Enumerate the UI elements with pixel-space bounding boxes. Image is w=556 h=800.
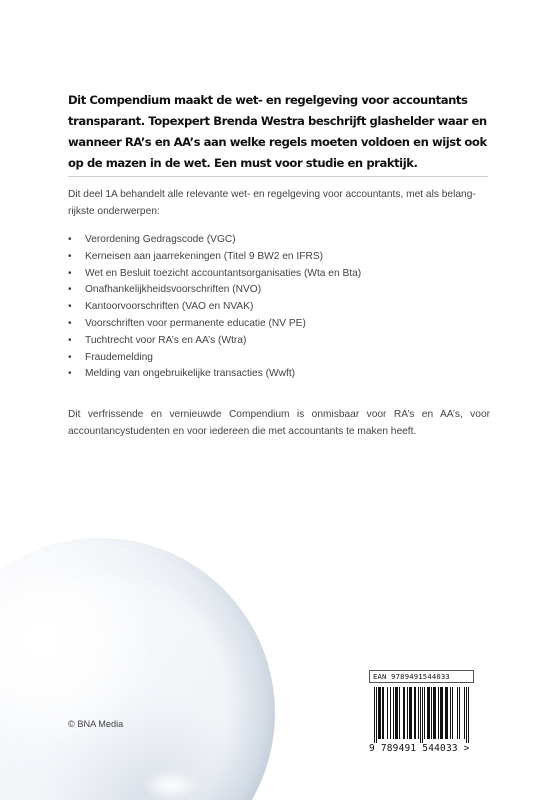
barcode-bar xyxy=(420,687,421,743)
barcode-bar xyxy=(428,687,429,739)
bullet-icon: • xyxy=(68,351,72,363)
barcode-bars-icon xyxy=(373,687,471,743)
barcode-bar xyxy=(409,687,410,739)
bullet-icon: • xyxy=(68,284,72,296)
bullet-icon: • xyxy=(68,267,72,279)
intro-paragraph: Dit Compendium maakt de wet- en regelgeving voor accountants transparant. Topexpert Brenda Westra beschrijft glashelder waar en wanneer RA’s en AA’s aan welke regels moeten voldoen en wijst ook op de mazen in de wet. Een must voor studie en praktijk. xyxy=(68,93,487,170)
ean-label: EAN 9789491544033 xyxy=(369,670,474,683)
barcode-bar xyxy=(403,687,404,739)
list-item-text: Kerneisen aan jaarrekeningen (Titel 9 BW2 en IFRS) xyxy=(85,250,324,262)
list-item xyxy=(68,316,488,333)
bullet-icon: • xyxy=(68,301,72,313)
barcode-bar xyxy=(376,687,377,743)
barcode-bar xyxy=(374,687,375,743)
glass-sphere-image xyxy=(0,538,275,800)
barcode-bar xyxy=(447,687,448,739)
barcode-bar xyxy=(380,687,381,739)
list-item-text: Onafhankelijkheidsvoorschriften (NVO) xyxy=(85,284,262,296)
list-item xyxy=(68,232,488,249)
list-item xyxy=(68,249,488,266)
barcode-bar xyxy=(404,687,405,739)
barcode-bar xyxy=(457,687,458,739)
barcode-bar xyxy=(378,687,379,739)
barcode-bar xyxy=(442,687,443,739)
barcode-bar xyxy=(446,687,447,739)
barcode-bar xyxy=(418,687,419,739)
list-item-text: Voorschriften voor permanente educatie (NV PE) xyxy=(85,317,306,329)
barcode xyxy=(369,670,474,755)
barcode-bar xyxy=(393,687,394,739)
barcode-bar xyxy=(379,687,380,739)
barcode-bar xyxy=(434,687,435,739)
barcode-bar xyxy=(397,687,398,739)
barcode-bar xyxy=(396,687,397,739)
list-item xyxy=(68,350,488,367)
barcode-bar xyxy=(441,687,442,739)
barcode-bar xyxy=(440,687,441,739)
barcode-bar xyxy=(422,687,423,743)
barcode-bar xyxy=(435,687,436,739)
divider-rule xyxy=(68,176,488,177)
bullet-icon: • xyxy=(68,250,72,262)
barcode-bar xyxy=(387,687,388,739)
bullet-icon: • xyxy=(68,334,72,346)
publisher-copyright: © BNA Media xyxy=(68,719,124,729)
barcode-bar xyxy=(438,687,439,739)
barcode-bar xyxy=(395,687,396,739)
list-item-text: Wet en Besluit toezicht accountantsorganisaties (Wta en Bta) xyxy=(85,267,362,279)
closing-paragraph: Dit verfrissende en vernieuwde Compendium is onmisbaar voor RA’s en AA’s, voor accountancystudenten en voor iedereen die met accountants te maken heeft. xyxy=(68,409,490,437)
list-item-text: Kantoorvoorschriften (VAO en NVAK) xyxy=(85,301,254,313)
barcode-bar xyxy=(452,687,453,739)
barcode-bar xyxy=(466,687,467,743)
barcode-bar xyxy=(468,687,469,743)
barcode-bar xyxy=(410,687,411,739)
barcode-bar xyxy=(464,687,465,739)
list-item xyxy=(68,282,488,299)
list-item xyxy=(68,266,488,283)
barcode-bar xyxy=(414,687,415,739)
barcode-bar xyxy=(427,687,428,739)
barcode-bar xyxy=(450,687,451,739)
barcode-bar xyxy=(390,687,391,739)
bullet-icon: • xyxy=(68,234,72,245)
list-item xyxy=(68,299,488,316)
barcode-bar xyxy=(445,687,446,739)
barcode-bar xyxy=(399,687,400,739)
list-item xyxy=(68,366,488,383)
barcode-bar xyxy=(415,687,416,739)
barcode-bar xyxy=(431,687,432,739)
list-item-text: Tuchtrecht voor RA’s en AA’s (Wtra) xyxy=(85,334,247,346)
list-item-text: Fraudemelding xyxy=(85,351,153,363)
barcode-bar xyxy=(382,687,383,739)
list-item xyxy=(68,333,488,350)
bullet-icon: • xyxy=(68,317,72,329)
list-item-text: Verordening Gedragscode (VGC) xyxy=(85,234,236,245)
barcode-bar xyxy=(433,687,434,739)
lead-paragraph: Dit deel 1A behandelt alle relevante wet- en regelgeving voor accountants, met als belangrijkste onderwerpen: xyxy=(68,189,476,217)
barcode-bar xyxy=(383,687,384,739)
barcode-bar xyxy=(411,687,412,739)
barcode-bar xyxy=(429,687,430,739)
sphere-highlight xyxy=(140,770,200,800)
barcode-bar xyxy=(459,687,460,739)
barcode-bar xyxy=(407,687,408,739)
list-item-text: Melding van ongebruikelijke transacties (Wwft) xyxy=(85,368,296,380)
bullet-icon: • xyxy=(68,368,72,380)
topics-list xyxy=(68,232,488,383)
barcode-digits: 9 789491 544033 > xyxy=(369,743,470,754)
barcode-bar xyxy=(424,687,425,739)
